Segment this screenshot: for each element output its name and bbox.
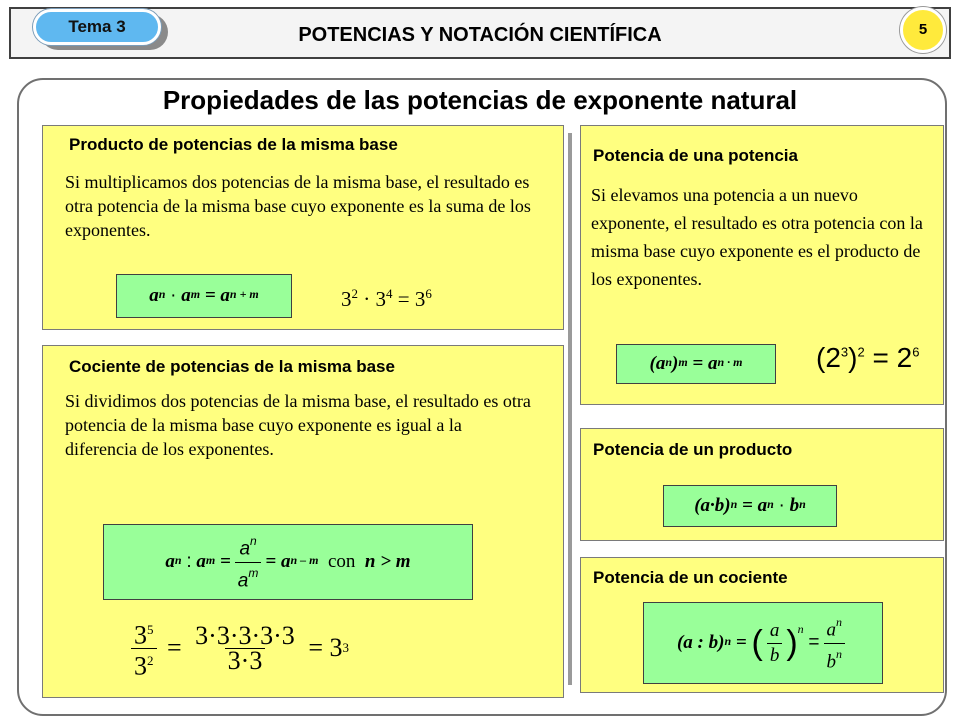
producto-formula: a $^n$ · a $^m$ = a $^{n + m}$ bbox=[116, 274, 292, 318]
potencia-cociente-title: Potencia de un cociente bbox=[593, 568, 788, 587]
cociente-box bbox=[42, 345, 564, 698]
potencia-potencia-title: Potencia de una potencia bbox=[593, 146, 798, 165]
cociente-example: $\frac{3^5}{3^2}$ = $\frac{3\cdot 3\cdot 3\cdot 3\cdot 3}{3\cdot 3}$ = 3 3 bbox=[127, 618, 349, 678]
potencia-producto-title: Potencia de un producto bbox=[593, 440, 793, 459]
potencia-potencia-text: Si elevamos una potencia a un nuevo exponente, el resultado es otra potencia con la misma base cuyo exponente es el producto de los exponentes. bbox=[591, 185, 923, 289]
cociente-formula-fraction: $\frac{a^n}{a^m}$ bbox=[235, 531, 262, 593]
cociente-formula: a $^n$ : a $^m$ = $\frac{a^n}{a^m}$ = a $^{n - m}$ con n > m bbox=[103, 524, 473, 600]
tema-badge[interactable]: Tema 3 bbox=[33, 9, 161, 45]
potencia-cociente-formula: (a : b) $^n$ = ( $\frac{a}{b}$ ) $^n$ = $\frac{a^n}{b^n}$ bbox=[643, 602, 883, 684]
cociente-title: Cociente de potencias de la misma base bbox=[69, 357, 395, 376]
cociente-text: Si dividimos dos potencias de la misma base, el resultado es otra potencia de la misma base cuyo exponente es igual a la diferencia de los exponentes. bbox=[65, 391, 531, 459]
header-title: POTENCIAS Y NOTACIÓN CIENTÍFICA bbox=[298, 24, 662, 46]
potencia-cociente-result-fraction: $\frac{a^n}{b^n}$ bbox=[824, 612, 846, 674]
potencia-cociente-inner-fraction: $\frac{a}{b}$ bbox=[767, 619, 783, 668]
producto-title: Producto de potencias de la misma base bbox=[69, 135, 398, 154]
potencia-producto-formula: (a·b) $^n$ = a $^n$ · b $^n$ bbox=[663, 485, 837, 527]
potencia-potencia-formula: ( a $^n$ ) $^m$ = a $^{n \cdot m}$ bbox=[616, 344, 776, 384]
page-title: Propiedades de las potencias de exponente natural bbox=[162, 85, 798, 115]
producto-example: $3^2 \cdot 3^4 = 3^6$ bbox=[341, 286, 432, 311]
potencia-producto-box bbox=[580, 428, 944, 541]
column-divider bbox=[568, 133, 572, 685]
potencia-cociente-box bbox=[580, 557, 944, 693]
potencia-potencia-box bbox=[580, 125, 944, 405]
page-number-badge: 5 bbox=[900, 7, 946, 53]
potencia-potencia-example: $(2^3)^2 = 2^6$ bbox=[816, 342, 920, 373]
producto-box bbox=[42, 125, 564, 330]
producto-text: Si multiplicamos dos potencias de la misma base, el resultado es otra potencia de la misma base cuyo exponente es la suma de los exponentes. bbox=[65, 172, 531, 240]
